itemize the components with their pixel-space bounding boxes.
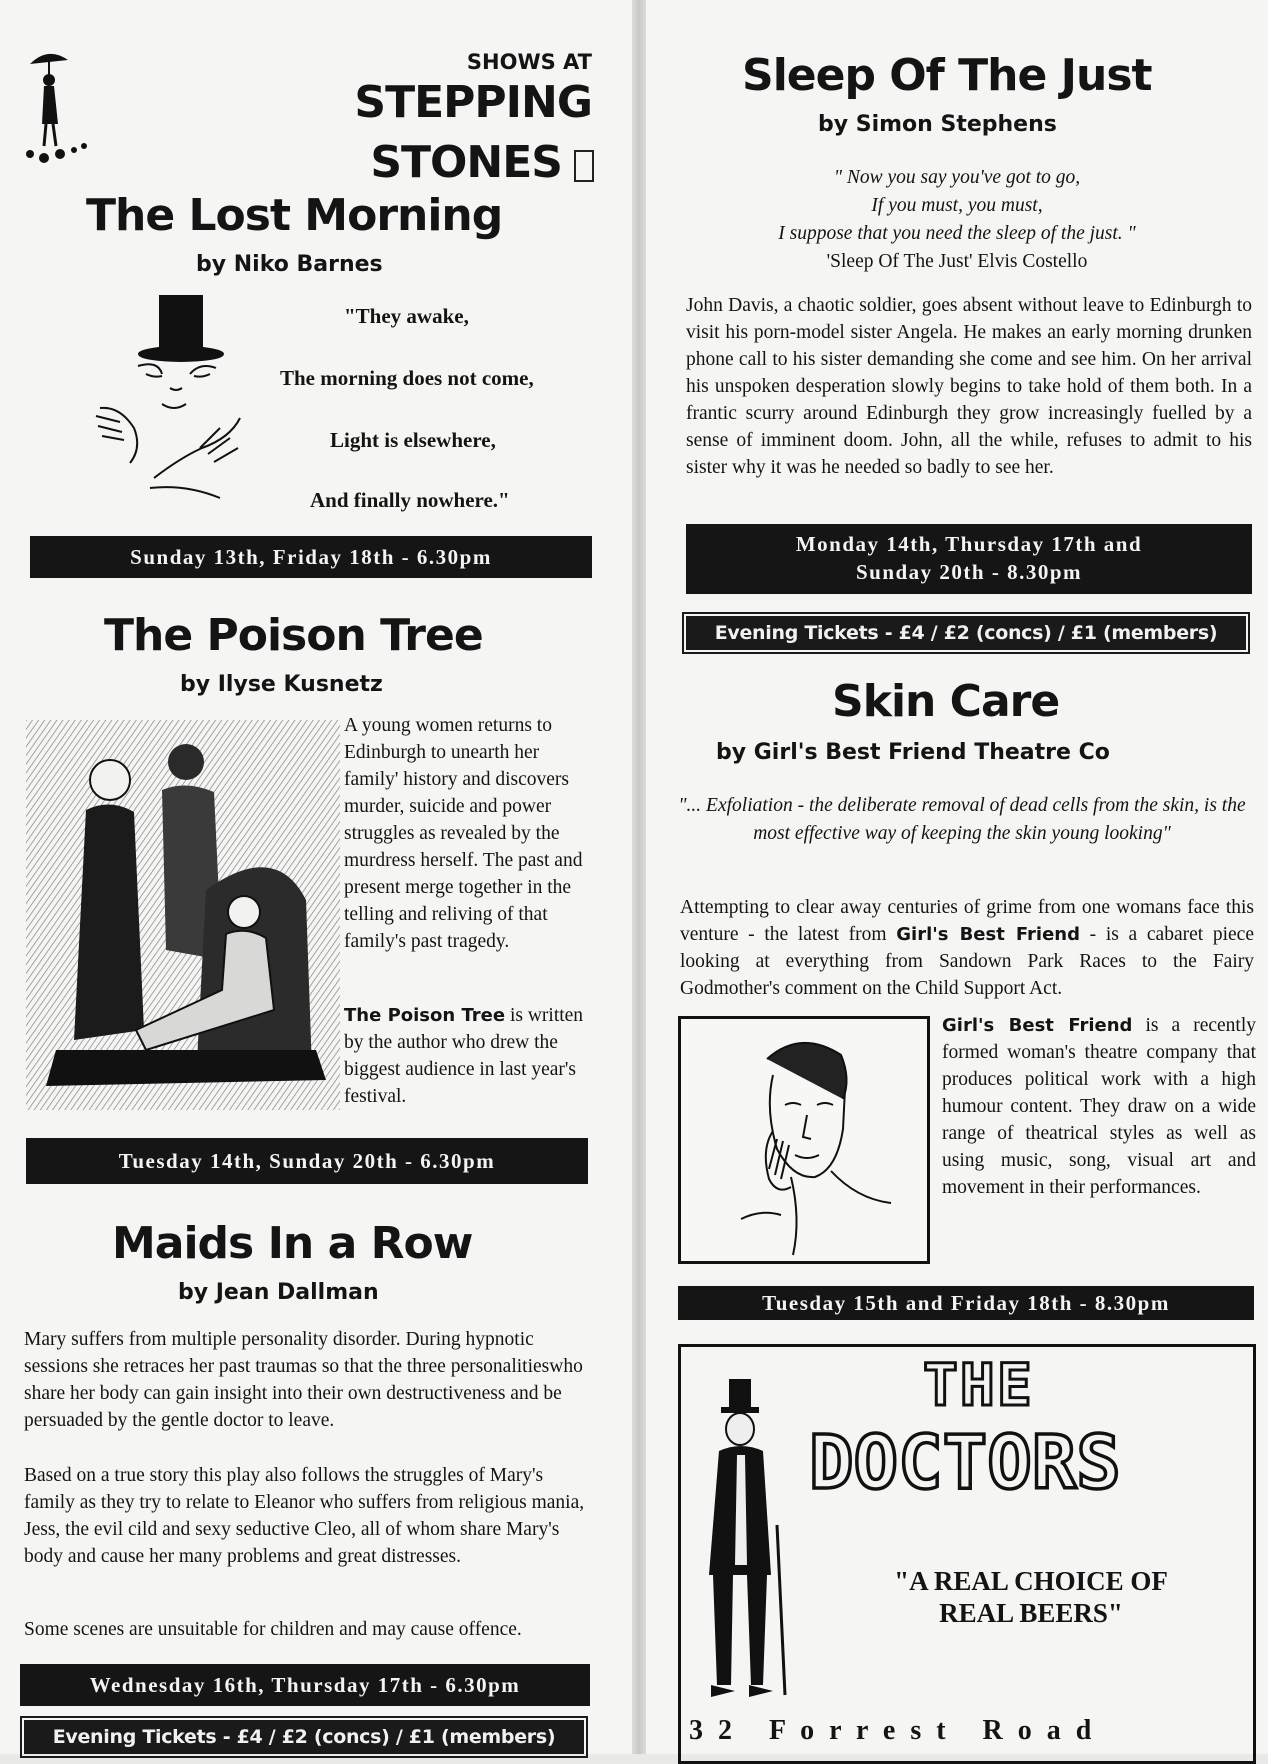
show-byline-maids-in-a-row: by Jean Dallman — [178, 1280, 379, 1305]
quote-sleep-of-the-just — [646, 164, 1268, 276]
poison-tree-note-text: is written by the author who drew the biggest audience in last year's festival. — [344, 1005, 584, 1107]
victorian-figures-illustration — [26, 720, 340, 1110]
poem-line-3: Light is elsewhere, — [330, 428, 496, 452]
left-page — [0, 0, 632, 1754]
dates-bar-skin-care: Tuesday 15th and Friday 18th - 8.30pm — [678, 1286, 1254, 1320]
show-byline-lost-morning: by Niko Barnes — [196, 252, 383, 277]
face-sketch-illustration — [678, 1016, 930, 1264]
advert-slogan-line2: REAL BEERS" — [939, 1598, 1123, 1628]
skin-care-desc-part2: - is a cabaret piece looking at everything from Sandown Park Races to the Fairy Godmother's comment on the Child Support Act. — [680, 924, 1254, 999]
show-byline-skin-care: by Girl's Best Friend Theatre Co — [716, 740, 1110, 765]
maids-paragraph-2: Based on a true story this play also follows the struggles of Mary's family as they try to relate to Eleanor who suffers from religious mania, Jess, the evil cild and sexy seductive Cleo, all of whom share Mary's body and cause her many problems and great distresses. — [24, 1465, 585, 1567]
skin-care-company-info — [942, 1012, 1256, 1201]
evening-tickets-banner-right: Evening Tickets - £4 / £2 (concs) / £1 (members) — [686, 616, 1246, 650]
advert-slogan-line1: "A REAL CHOICE OF — [894, 1566, 1168, 1596]
poem-line-1: "They awake, — [344, 304, 469, 328]
advert-slogan — [831, 1565, 1231, 1629]
show-title-skin-care: Skin Care — [832, 676, 1060, 727]
dates-bar-sleep-of-the-just — [686, 524, 1252, 594]
venue-header-line2: STEPPING — [354, 77, 592, 128]
venue-header-line3: STONES — [370, 137, 562, 188]
maids-paragraph-3: Some scenes are unsuitable for children and may cause offence. — [24, 1619, 522, 1640]
show-byline-poison-tree: by Ilyse Kusnetz — [180, 672, 383, 697]
quote-source: 'Sleep Of The Just' Elvis Costello — [826, 251, 1088, 272]
dates-line-2: Sunday 20th - 8.30pm — [855, 560, 1083, 584]
the-doctors-advert — [678, 1344, 1256, 1764]
advert-title-line2: DOCTORS — [809, 1420, 1121, 1506]
show-title-sleep-of-the-just: Sleep Of The Just — [742, 50, 1152, 101]
dates-line-1: Monday 14th, Thursday 17th and — [795, 532, 1143, 556]
show-title-maids-in-a-row: Maids In a Row — [112, 1218, 473, 1269]
dates-bar-lost-morning: Sunday 13th, Friday 18th - 6.30pm — [30, 536, 592, 578]
poem-line-4: And finally nowhere." — [310, 488, 510, 512]
show-byline-sleep-of-the-just: by Simon Stephens — [818, 112, 1057, 137]
poison-tree-note-title: The Poison Tree — [344, 1005, 506, 1026]
skin-care-quote: "... Exfoliation - the deliberate removal of dead cells from the skin, is the most effective way of keeping the skin young looking" — [678, 795, 1246, 844]
venue-header-small: SHOWS AT — [466, 50, 592, 74]
poem-line-2: The morning does not come, — [280, 366, 534, 390]
skin-care-desc-company: Girl's Best Friend — [896, 924, 1080, 945]
advert-address: 3 2 F o r r e s t R o a d — [689, 1715, 1096, 1746]
dates-bar-maids-in-a-row: Wednesday 16th, Thursday 17th - 6.30pm — [20, 1664, 590, 1706]
skin-care-desc-part1: Attempting to clear away centuries of grime from one womans face this venture - the latest from — [680, 897, 1254, 945]
poison-tree-note — [344, 1002, 590, 1110]
maids-paragraph-1: Mary suffers from multiple personality disorder. During hypnotic sessions she retraces her past traumas so that the three personalitieswho share her body can gain insight into their own destructiveness and be persuaded by the gentle doctor to leave. — [24, 1329, 583, 1431]
quote-line-1: " Now you say you've got to go, — [833, 167, 1081, 188]
gentleman-with-cane-illustration — [689, 1375, 799, 1715]
page-gutter — [632, 0, 646, 1754]
company-name: Girl's Best Friend — [942, 1015, 1133, 1036]
sleep-of-the-just-description: John Davis, a chaotic soldier, goes absent without leave to Edinburgh to visit his porn-model sister Angela. He makes an early morning drunken phone call to his sister demanding she come and see him. On her arrival his unspoken desperation slowly begins to take hold of them both. In a frantic scurry around Edinburgh they grow increasingly fuelled by a sense of imminent doom. John, all the while, refuses to admit to his sister why it was he needed so badly to see her. — [686, 295, 1252, 478]
advert-title-line1: THE — [923, 1351, 1034, 1419]
show-title-poison-tree: The Poison Tree — [104, 610, 483, 661]
top-hat-face-illustration — [90, 288, 270, 528]
box-glyph — [574, 150, 594, 182]
evening-tickets-banner-left: Evening Tickets - £4 / £2 (concs) / £1 (members) — [24, 1720, 584, 1754]
show-title-lost-morning: The Lost Morning — [86, 190, 503, 241]
umbrella-figure-logo — [22, 46, 92, 176]
right-page — [646, 0, 1268, 1754]
poison-tree-description: A young women returns to Edinburgh to unearth her family' history and discovers murder, suicide and power struggles as revealed by the murdress herself. The past and present merge together in the telling and reliving of that family's past tragedy. — [344, 715, 583, 952]
quote-line-3: I suppose that you need the sleep of the just. " — [778, 223, 1136, 244]
quote-line-2: If you must, you must, — [871, 195, 1043, 216]
company-info-text: is a recently formed woman's theatre company that produces political work with a high humour content. They draw on a wide range of theatrical styles as well as using music, song, visual art and movement in their performances. — [942, 1015, 1256, 1198]
skin-care-description — [680, 894, 1254, 1002]
dates-bar-poison-tree: Tuesday 14th, Sunday 20th - 6.30pm — [26, 1138, 588, 1184]
